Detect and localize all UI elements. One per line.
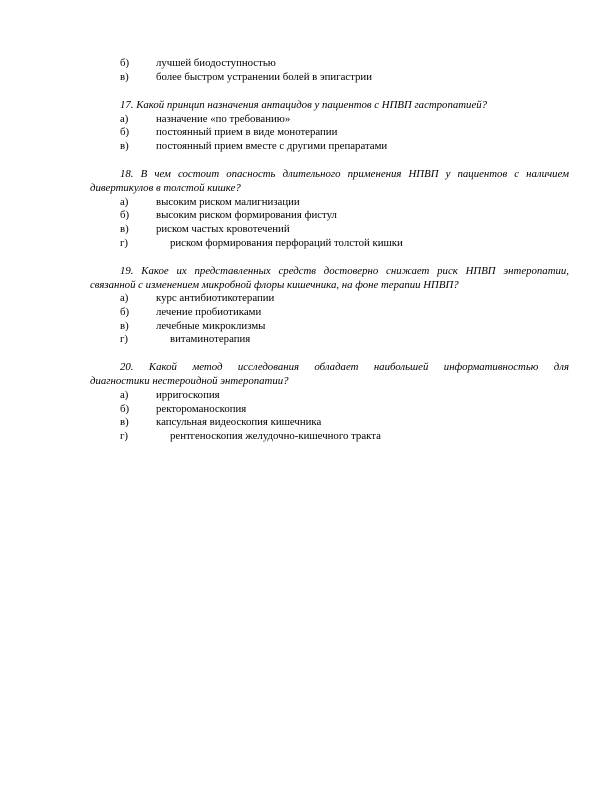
option-letter: в)	[120, 140, 129, 152]
question-20	[90, 361, 569, 388]
q20-option-a	[120, 389, 220, 403]
option-letter: б)	[120, 126, 130, 138]
option-text: назначение «по требованию»	[156, 113, 291, 125]
option-text: ирригоскопия	[156, 389, 220, 401]
q16-option-v	[120, 71, 372, 85]
option-text: ректороманоскопия	[156, 403, 247, 415]
option-text: лучшей биодоступностью	[156, 57, 276, 69]
question-20-line-1: 20. Какой метод исследования обладает наибольшей информативностью для	[120, 361, 569, 373]
question-17	[90, 99, 569, 113]
option-letter: а)	[120, 292, 129, 304]
option-text: постоянный прием в виде монотерапии	[156, 126, 338, 138]
option-text: витаминотерапия	[170, 333, 251, 345]
q17-option-v	[120, 140, 387, 154]
q17-option-b	[120, 126, 337, 140]
option-letter: в)	[120, 71, 129, 83]
q16-option-b	[120, 57, 276, 71]
q20-option-v	[120, 416, 321, 430]
option-letter: г)	[120, 430, 129, 442]
question-19-line-1: 19. Какое их представленных средств достоверно снижает риск НПВП энтеропатии,	[120, 265, 569, 277]
option-letter: г)	[120, 333, 129, 345]
option-text: капсульная видеоскопия кишечника	[156, 416, 322, 428]
question-19	[90, 265, 569, 292]
option-letter: в)	[120, 416, 129, 428]
q18-option-g	[120, 237, 403, 251]
option-letter: а)	[120, 389, 129, 401]
option-letter: г)	[120, 237, 129, 249]
question-18-line-2: дивертикулов в толстой кишке?	[90, 181, 241, 194]
option-text: высоким риском малигнизации	[156, 196, 300, 208]
q19-option-v	[120, 320, 265, 334]
option-letter: б)	[120, 306, 130, 318]
option-text: постоянный прием вместе с другими препаратами	[156, 140, 388, 152]
question-20-line-2: диагностики нестероидной энтеропатии?	[90, 374, 289, 387]
option-text: риском частых кровотечений	[156, 223, 290, 235]
q17-option-a	[120, 113, 290, 127]
option-text: лечебные микроклизмы	[156, 320, 266, 332]
q19-option-g	[120, 333, 250, 347]
option-text: высоким риском формирования фистул	[156, 209, 337, 221]
question-19-line-2: связанной с изменением микробной флоры кишечника, на фоне терапии НПВП?	[90, 278, 459, 291]
option-letter: а)	[120, 196, 129, 208]
option-letter: а)	[120, 113, 129, 125]
option-letter: в)	[120, 320, 129, 332]
option-text: курс антибиотикотерапии	[156, 292, 275, 304]
q19-option-a	[120, 292, 274, 306]
option-text: лечение пробиотиками	[156, 306, 262, 318]
q20-option-b	[120, 403, 246, 417]
q18-option-v	[120, 223, 290, 237]
option-text: риском формирования перфораций толстой кишки	[170, 237, 403, 249]
question-18	[90, 168, 569, 195]
option-letter: б)	[120, 57, 130, 69]
option-text: рентгеноскопия желудочно-кишечного тракта	[170, 430, 381, 442]
option-text: более быстром устранении болей в эпигастрии	[156, 71, 372, 83]
q19-option-b	[120, 306, 261, 320]
option-letter: б)	[120, 209, 130, 221]
q20-option-g	[120, 430, 381, 444]
option-letter: в)	[120, 223, 129, 235]
option-letter: б)	[120, 403, 130, 415]
question-17-text: 17. Какой принцип назначения антацидов у пациентов с НПВП гастропатией?	[120, 99, 488, 111]
q18-option-b	[120, 209, 337, 223]
question-18-line-1: 18. В чем состоит опасность длительного применения НПВП у пациентов с наличием	[120, 168, 569, 180]
q18-option-a	[120, 196, 300, 210]
